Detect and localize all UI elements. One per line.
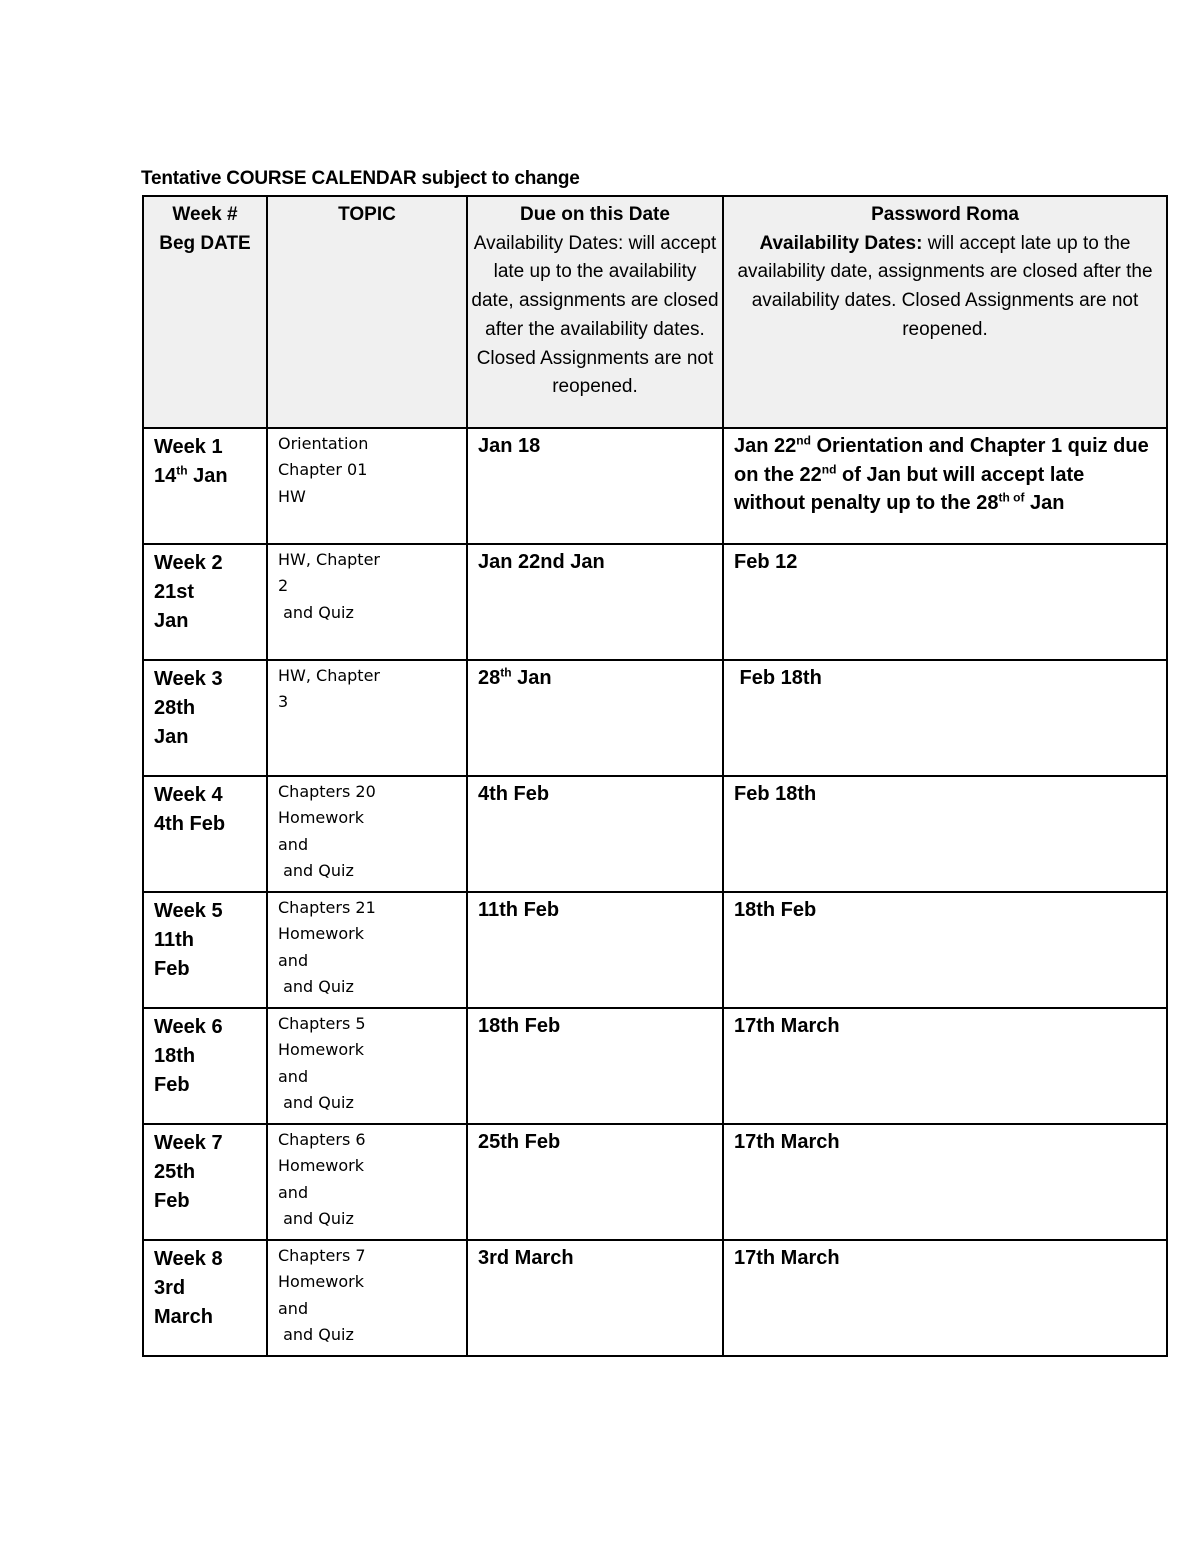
topic-line: 3 [278,692,289,712]
availability-date [734,551,797,573]
week-begin-date-text: 25th [154,1161,196,1183]
week-begin-date-month: Feb [154,958,190,980]
topic-line: Orientation [278,434,369,453]
availability-block [724,545,1166,577]
week-block [144,1009,266,1100]
due-date-cell [467,1008,723,1124]
availability-block [724,1125,1166,1157]
topic-cell [267,1240,467,1356]
week-begin-date-text: 14 [154,465,177,487]
topic-line: and Quiz [278,1092,354,1112]
due-date [478,551,605,573]
topic-line: Homework [278,924,364,944]
topic-line: Chapters 21 [278,898,376,917]
topic-block [268,545,466,626]
week-block [144,893,266,984]
header-topic [267,196,467,428]
due-date-cell [467,892,723,1008]
week-number: Week 1 [154,436,223,458]
due-date-block [468,1241,722,1273]
availability-cell [723,776,1167,892]
header-availability-note: will accept late up to the availability date, assignments are closed after the availability dates. Closed Assignments are not reopened. [737,232,1153,340]
availability-cell [723,1124,1167,1240]
topic-line: Homework [278,1272,364,1292]
availability-text: Feb 12 [734,551,798,573]
availability-suffix: nd [821,461,837,476]
due-date-block [468,1125,722,1157]
topic-line: Chapters 7 [278,1246,366,1265]
week-cell [143,892,267,1008]
week-cell [143,776,267,892]
week-begin-date-text: 18th [154,1045,196,1067]
week-number: Week 8 [154,1248,223,1270]
week-begin-date-text: 11th [154,929,195,951]
week-cell [143,428,267,544]
topic-line: and [278,950,309,970]
due-date-text: 28 [478,667,501,689]
availability-block [724,661,1166,693]
week-begin-date [154,813,225,835]
week-begin-date [154,465,228,487]
topic-cell [267,428,467,544]
header-topic-label: TOPIC [338,204,396,225]
week-begin-date-suffix: th [176,463,188,478]
week-begin-date [154,1161,195,1212]
topic-line: and [278,1066,309,1086]
week-begin-date [154,581,194,632]
week-begin-date-text: 28th [154,697,196,719]
week-cell [143,1124,267,1240]
due-date [478,899,559,921]
due-date-block [468,661,722,693]
availability-date [734,783,816,805]
topic-line: Chapter 01 [278,460,368,480]
week-cell [143,1008,267,1124]
header-week-label: Week # [172,204,238,225]
due-date-text: Jan 18 [478,435,541,457]
topic-line: HW, Chapter [278,550,380,569]
due-date-cell [467,660,723,776]
due-date [478,667,552,689]
topic-line: and [278,1182,309,1202]
availability-date [734,1131,840,1153]
availability-cell [723,544,1167,660]
table-header-row [143,196,1167,428]
topic-block [268,1009,466,1116]
availability-block [724,777,1166,809]
topic-block [268,893,466,1000]
due-date-block [468,545,722,577]
due-date [478,435,540,457]
availability-date [734,435,1149,514]
due-date-cell [467,1240,723,1356]
availability-text: 17th March [734,1247,840,1269]
week-begin-date-month: Jan [154,610,189,632]
week-block [144,661,266,752]
table-row [143,660,1167,776]
week-block [144,429,266,491]
availability-block [724,1009,1166,1041]
due-date-cell [467,544,723,660]
topic-line: and [278,834,309,854]
due-date-block [468,777,722,809]
topic-block [268,661,466,716]
topic-line: and Quiz [278,1324,354,1344]
due-date-text: 11th Feb [478,899,560,921]
due-date [478,783,549,805]
week-begin-date [154,1277,213,1328]
week-block [144,777,266,839]
topic-line: and Quiz [278,860,354,880]
due-date-text: Jan 22nd Jan [478,551,605,573]
week-begin-date [154,1045,195,1096]
week-block [144,1241,266,1332]
topic-line: Chapters 5 [278,1014,366,1033]
topic-line: Homework [278,1156,364,1176]
week-begin-date [154,929,194,980]
topic-cell [267,1008,467,1124]
due-date-text: 3rd March [478,1247,574,1269]
week-number: Week 5 [154,900,223,922]
availability-text: Jan [1024,492,1065,514]
due-date-cell [467,1124,723,1240]
table-row [143,428,1167,544]
topic-line: and Quiz [278,602,354,622]
due-date-cell [467,776,723,892]
table-row [143,776,1167,892]
week-begin-date-month: Jan [187,465,228,487]
topic-line: Chapters 6 [278,1130,366,1149]
header-beg-date-label: Beg DATE [159,232,251,254]
week-cell [143,1240,267,1356]
week-begin-date-month: Jan [154,726,189,748]
due-date-block [468,429,722,461]
week-begin-date-month: Feb [154,1190,190,1212]
course-calendar-table [142,195,1168,1357]
availability-text: Orientation and Chapter 1 quiz due on the 22 [734,435,1149,486]
header-availability-label: Availability Dates: [759,232,923,254]
table-row [143,892,1167,1008]
week-cell [143,660,267,776]
header-week-begin-date [143,196,267,428]
availability-text: 18th Feb [734,899,817,921]
week-number: Week 2 [154,552,223,574]
table-row [143,1008,1167,1124]
due-date-text: 18th Feb [478,1015,561,1037]
availability-cell [723,428,1167,544]
week-number: Week 4 [154,784,223,806]
topic-line: HW, Chapter [278,666,380,685]
availability-cell [723,892,1167,1008]
week-block [144,545,266,636]
header-due-date [467,196,723,428]
week-number: Week 3 [154,668,223,690]
week-begin-date-text: 4th Feb [154,813,226,835]
week-block [144,1125,266,1216]
week-begin-date [154,697,195,748]
week-number: Week 7 [154,1132,223,1154]
availability-text: 17th March [734,1015,840,1037]
due-date-text: 4th Feb [478,783,550,805]
topic-line: Homework [278,808,364,828]
availability-cell [723,1008,1167,1124]
week-number: Week 6 [154,1016,223,1038]
due-date-month: Jan [511,667,552,689]
availability-suffix: nd [796,433,811,448]
topic-cell [267,1124,467,1240]
due-date-cell [467,428,723,544]
availability-block [724,893,1166,925]
due-date-block [468,1009,722,1041]
availability-block [724,1241,1166,1273]
availability-cell [723,660,1167,776]
topic-cell [267,892,467,1008]
topic-cell [267,660,467,776]
topic-block [268,1241,466,1348]
page-title: Tentative COURSE CALENDAR subject to change [141,168,580,189]
week-begin-date-month: March [154,1306,213,1328]
availability-text: Feb 18th [734,667,822,689]
availability-date [734,1015,840,1037]
header-password-label: Password Roma [871,204,1019,225]
topic-line: and [278,1298,309,1318]
table-row [143,1240,1167,1356]
header-due-label: Due on this Date [520,204,670,225]
table-row [143,1124,1167,1240]
availability-cell [723,1240,1167,1356]
availability-block [724,429,1166,518]
topic-line: HW [278,486,306,506]
availability-suffix: th of [998,490,1025,505]
table-row [143,544,1167,660]
topic-block [268,1125,466,1232]
availability-date [734,899,816,921]
availability-date [734,1247,840,1269]
topic-cell [267,544,467,660]
due-date [478,1131,560,1153]
week-begin-date-text: 21st [154,581,195,603]
week-cell [143,544,267,660]
header-password-availability [723,196,1167,428]
header-due-note: Availability Dates: will accept late up to the availability date, assignments are closed after the availability dates. Closed Assignments are not reopened. [471,232,719,398]
topic-line: Homework [278,1040,364,1060]
availability-text: Jan 22 [734,435,797,457]
week-begin-date-month: Feb [154,1074,190,1096]
due-date [478,1015,560,1037]
topic-line: Chapters 20 [278,782,376,801]
topic-block [268,777,466,884]
topic-line: 2 [278,576,289,596]
topic-line: and Quiz [278,1208,354,1228]
topic-line: and Quiz [278,976,354,996]
week-begin-date-text: 3rd [154,1277,186,1299]
due-date-block [468,893,722,925]
availability-text: Feb 18th [734,783,817,805]
availability-text: 17th March [734,1131,840,1153]
due-date-text: 25th Feb [478,1131,561,1153]
availability-text: of Jan but will accept late without penalty up to the 28 [734,463,1085,514]
availability-date [734,667,822,689]
topic-cell [267,776,467,892]
due-date-suffix: th [500,665,512,680]
due-date [478,1247,574,1269]
topic-block [268,429,466,510]
